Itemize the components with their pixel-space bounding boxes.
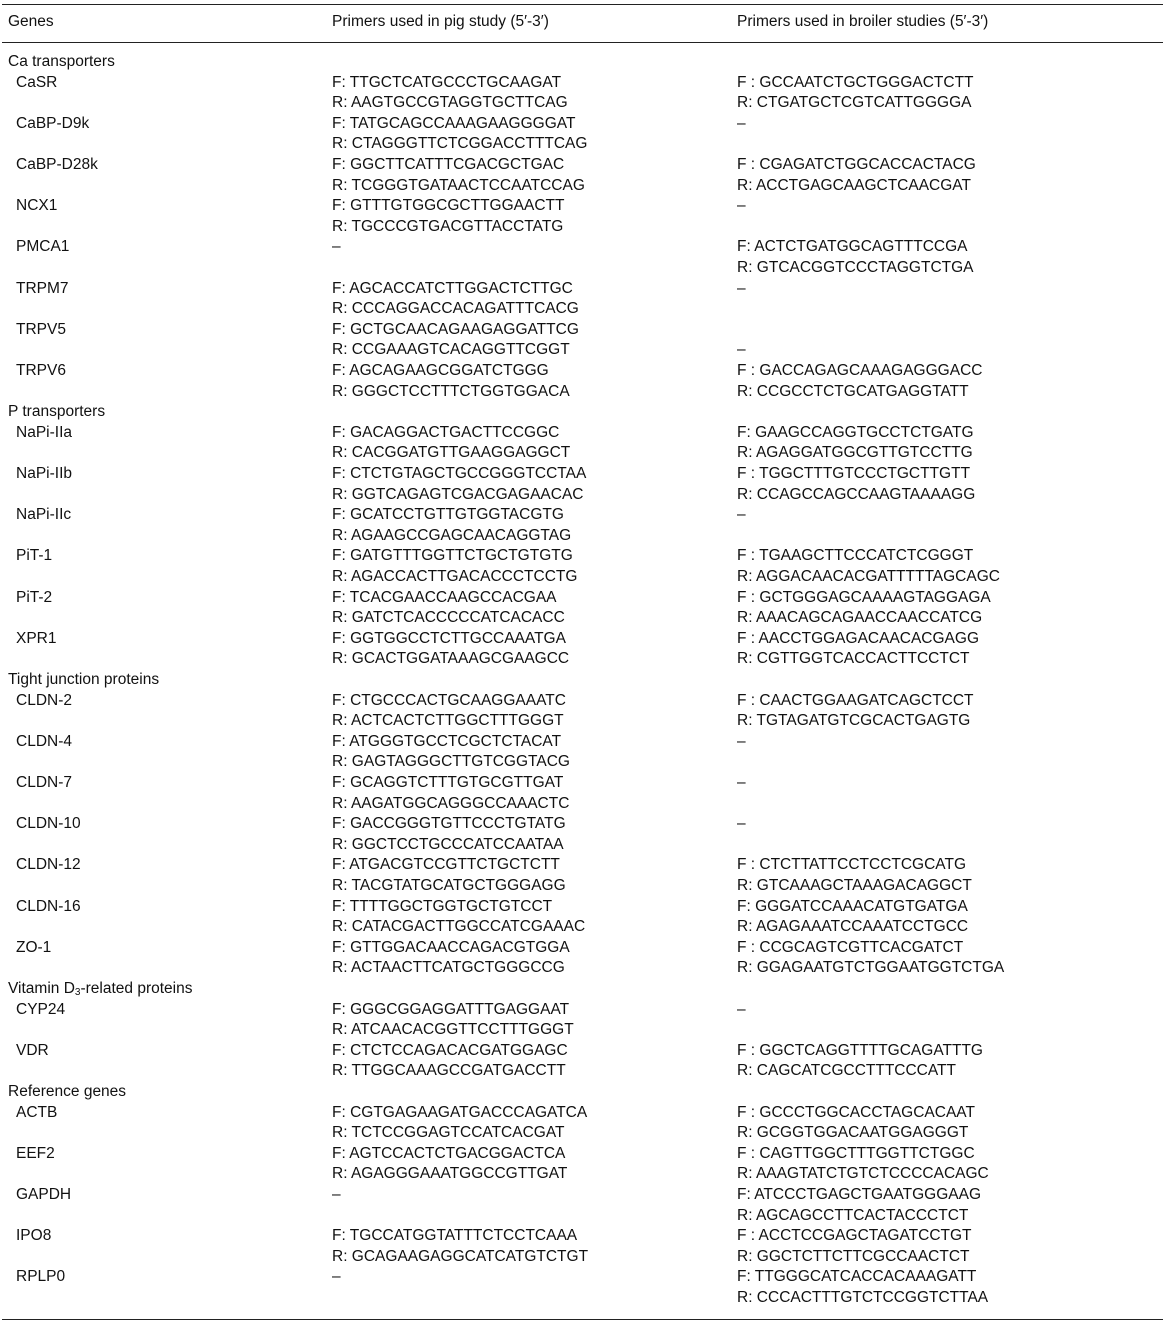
section-title-tail: -related proteins [80,980,193,997]
broiler-primer: R: TGTAGATGTCGCACTGAGTG [737,712,971,730]
broiler-primer: R: GGAGAATGTCTGGAATGGTCTGA [737,959,1005,977]
broiler-primer: R: CCCACTTTGTCTCCGGTCTTAA [737,1289,989,1306]
broiler-primer: F : GCCAATCTGCTGGGACTCTT [737,73,974,91]
pig-primer: R: GGCTCCTGCCCATCCAATAA [332,835,564,853]
gene-name: GAPDH [16,1186,72,1203]
gene-name: CLDN-10 [16,815,81,833]
section-title [8,670,159,691]
gene-name: PiT-2 [16,588,53,606]
gene-name: PMCA1 [16,238,70,256]
pig-primer: R: CTAGGGTTCTCGGACCTTTCAG [332,135,588,153]
pig-primer: F: GCATCCTGTTGTGGTACGTG [332,506,564,524]
broiler-primer: F: ACTCTGATGGCAGTTTCCGA [737,238,968,256]
section-title-text: P transporters [8,403,106,421]
table-top-rule [2,4,1163,5]
pig-primer: R: AGAAGCCGAGCAACAGGTAG [332,526,572,544]
gene-name: NCX1 [16,197,58,215]
pig-primer: F: CGTGAGAAGATGACCCAGATCA [332,1103,588,1121]
pig-primer: F: CTCTGTAGCTGCCGGGTCCTAA [332,465,587,482]
gene-name: ACTB [16,1103,58,1121]
gene-name: CYP24 [16,1000,66,1018]
broiler-primer: R: GGCTCTTCTTCGCCAACTCT [737,1247,970,1265]
table-bottom-rule [2,1319,1163,1320]
gene-name: RPLP0 [16,1268,66,1286]
pig-primer: F: GACAGGACTGACTTCCGGC [332,423,560,441]
broiler-primer: – [737,341,746,359]
pig-primer: F: GGCTTCATTTCGACGCTGAC [332,156,565,173]
pig-primer: R: CACGGATGTTGAAGGAGGCT [332,444,571,462]
section-title [8,1082,126,1103]
pig-primer: – [332,1186,341,1203]
header-broiler-primers: Primers used in broiler studies (5′-3′) [737,13,989,30]
broiler-primer: R: AGCAGCCTTCACTACCCTCT [737,1206,969,1224]
gene-name: CLDN-7 [16,774,72,791]
pig-primer: F: GTTGGACAACCAGACGTGGA [332,938,570,956]
pig-primer: R: GGTCAGAGTCGACGAGAACAC [332,485,584,503]
pig-primer: F: TTTTGGCTGGTGCTGTCCT [332,897,553,915]
section-title-text: Vitamin D [8,980,75,997]
broiler-primer: – [737,732,746,750]
broiler-primer: F : GACCAGAGCAAAGAGGGACC [737,362,983,379]
gene-name: TRPV5 [16,320,66,338]
section-title [8,979,192,1000]
gene-name: NaPi-IIc [16,506,72,524]
section-title-text: Ca transporters [8,53,115,70]
gene-name: CaBP-D28k [16,156,98,173]
pig-primer: R: GCAGAAGAGGCATCATGTCTGT [332,1247,589,1265]
gene-name: NaPi-IIb [16,465,72,482]
broiler-primer: F : GCTGGGAGCAAAAGTAGGAGA [737,588,991,606]
pig-primer: R: GGGCTCCTTTCTGGTGGACA [332,382,570,400]
pig-primer: F: AGCACCATCTTGGACTCTTGC [332,279,573,297]
pig-primer: R: GCACTGGATAAAGCGAAGCC [332,650,570,668]
pig-primer: R: TGCCCGTGACGTTACCTATG [332,217,564,235]
gene-name: EEF2 [16,1144,55,1162]
pig-primer: F: AGTCCACTCTGACGGACTCA [332,1144,566,1162]
broiler-primer: F: TTGGGCATCACCACAAAGATT [737,1268,977,1286]
broiler-primer: F : CTCTTATTCCTCCTCGCATG [737,856,967,874]
pig-primer: R: TTGGCAAAGCCGATGACCTT [332,1062,566,1080]
pig-primer: F: GGTGGCCTCTTGCCAAATGA [332,629,566,647]
gene-name: IPO8 [16,1227,52,1245]
gene-name: VDR [16,1041,49,1059]
broiler-primer: F: GAAGCCAGGTGCCTCTGATG [737,423,974,441]
pig-primer: F: CTGCCCACTGCAAGGAAATC [332,691,566,709]
pig-primer: R: ACTAACTTCATGCTGGGCCG [332,959,565,977]
section-title-subscript: 3 [74,987,81,998]
pig-primer: R: CCGAAAGTCACAGGTTCGGT [332,341,570,359]
section-title [8,402,105,423]
pig-primer: R: TCGGGTGATAACTCCAATCCAG [332,176,585,194]
section-title [8,52,115,73]
pig-primer: F: TATGCAGCCAAAGAAGGGGAT [332,114,576,132]
pig-primer: F: TGCCATGGTATTTCTCCTCAAA [332,1227,578,1245]
pig-primer: F: GCTGCAACAGAAGAGGATTCG [332,320,579,338]
pig-primer: F: ATGGGTGCCTCGCTCTACAT [332,732,562,750]
pig-primer: R: TACGTATGCATGCTGGGAGG [332,877,566,894]
pig-primer: R: AAGATGGCAGGGCCAAACTC [332,794,570,812]
broiler-primer: R: CCAGCCAGCCAAGTAAAAGG [737,485,976,503]
gene-name: CLDN-2 [16,691,72,709]
broiler-primer: – [737,197,746,215]
pig-primer: R: AGAGGGAAATGGCCGTTGAT [332,1165,568,1183]
broiler-primer: – [737,279,746,297]
pig-primer: F: ATGACGTCCGTTCTGCTCTT [332,856,560,874]
gene-name: CLDN-4 [16,732,72,750]
broiler-primer: F : GGCTCAGGTTTTGCAGATTTG [737,1041,983,1059]
broiler-primer: – [737,506,746,524]
broiler-primer: R: GTCAAAGCTAAAGACAGGCT [737,877,972,894]
broiler-primer: F : GCCCTGGCACCTAGCACAAT [737,1103,975,1121]
broiler-primer: F : CGAGATCTGGCACCACTACG [737,156,976,173]
broiler-primer: R: CGTTGGTCACCACTTCCTCT [737,650,970,668]
broiler-primer: R: AGAGGATGGCGTTGTCCTTG [737,444,973,462]
pig-primer: R: GAGTAGGGCTTGTCGGTACG [332,753,570,771]
pig-primer: R: CATACGACTTGGCCATCGAAAC [332,918,586,936]
gene-name: PiT-1 [16,547,53,565]
pig-primer: R: CCCAGGACCACAGATTTCACG [332,300,579,318]
pig-primer: F: GCAGGTCTTTGTGCGTTGAT [332,774,564,791]
gene-name: NaPi-IIa [16,423,72,441]
broiler-primer: F: GGGATCCAAACATGTGATGA [737,897,968,915]
gene-name: CLDN-16 [16,897,81,915]
pig-primer: F: TCACGAACCAAGCCACGAA [332,588,557,606]
broiler-primer: – [737,1000,746,1018]
broiler-primer: R: AAAGTATCTGTCTCCCCACAGC [737,1165,989,1183]
broiler-primer: – [737,114,746,132]
broiler-primer: F : CAACTGGAAGATCAGCTCCT [737,691,974,709]
pig-primer: R: AAGTGCCGTAGGTGCTTCAG [332,94,568,112]
pig-primer: – [332,1268,341,1286]
pig-primer: – [332,238,341,256]
header-genes: Genes [8,13,54,30]
pig-primer: R: GATCTCACCCCCATCACACC [332,609,565,627]
broiler-primer: R: ACCTGAGCAAGCTCAACGAT [737,176,971,194]
broiler-primer: F : TGGCTTTGTCCCTGCTTGTT [737,465,971,482]
pig-primer: R: TCTCCGGAGTCCATCACGAT [332,1124,565,1142]
pig-primer: R: ATCAACACGGTTCCTTTGGGT [332,1021,574,1039]
broiler-primer: F : ACCTCCGAGCTAGATCCTGT [737,1227,972,1245]
pig-primer: F: GATGTTTGGTTCTGCTGTGTG [332,547,573,565]
gene-name: XPR1 [16,629,57,647]
pig-primer: F: GGGCGGAGGATTTGAGGAAT [332,1000,570,1018]
broiler-primer: F: ATCCCTGAGCTGAATGGGAAG [737,1186,981,1203]
broiler-primer: R: AGGACAACACGATTTTTAGCAGC [737,568,1000,585]
gene-name: ZO-1 [16,938,52,956]
broiler-primer: F : CCGCAGTCGTTCACGATCT [737,938,964,956]
broiler-primer: R: AGAGAAATCCAAATCCTGCC [737,918,969,936]
section-title-text: Reference genes [8,1083,127,1100]
pig-primer: R: ACTCACTCTTGGCTTTGGGT [332,712,564,730]
pig-primer: F: TTGCTCATGCCCTGCAAGAT [332,73,562,91]
gene-name: TRPM7 [16,279,69,297]
gene-name: CaBP-D9k [16,114,90,132]
broiler-primer: R: CTGATGCTCGTCATTGGGGA [737,94,972,112]
broiler-primer: R: CCGCCTCTGCATGAGGTATT [737,382,969,400]
gene-name: CLDN-12 [16,856,81,874]
broiler-primer: F : CAGTTGGCTTTGGTTCTGGC [737,1144,975,1162]
gene-name: CaSR [16,73,58,91]
broiler-primer: R: GCGGTGGACAATGGAGGGT [737,1124,969,1142]
section-title-text: Tight junction proteins [8,671,160,688]
pig-primer: F: CTCTCCAGACACGATGGAGC [332,1041,568,1059]
broiler-primer: – [737,774,746,791]
header-rule [2,42,1163,43]
broiler-primer: R: CAGCATCGCCTTTCCCATT [737,1062,956,1080]
broiler-primer: R: AAACAGCAGAACCAACCATCG [737,609,983,627]
gene-name: TRPV6 [16,362,66,379]
pig-primer: F: GTTTGTGGCGCTTGGAACTT [332,197,565,215]
broiler-primer: R: GTCACGGTCCCTAGGTCTGA [737,259,974,276]
pig-primer: F: AGCAGAAGCGGATCTGGG [332,362,549,379]
broiler-primer: – [737,815,746,833]
pig-primer: R: AGACCACTTGACACCCTCCTG [332,568,578,585]
broiler-primer: F : TGAAGCTTCCCATCTCGGGT [737,547,974,565]
broiler-primer: F : AACCTGGAGACAACACGAGG [737,629,980,647]
pig-primer: F: GACCGGGTGTTCCCTGTATG [332,815,566,833]
header-pig-primers: Primers used in pig study (5′-3′) [332,13,549,30]
